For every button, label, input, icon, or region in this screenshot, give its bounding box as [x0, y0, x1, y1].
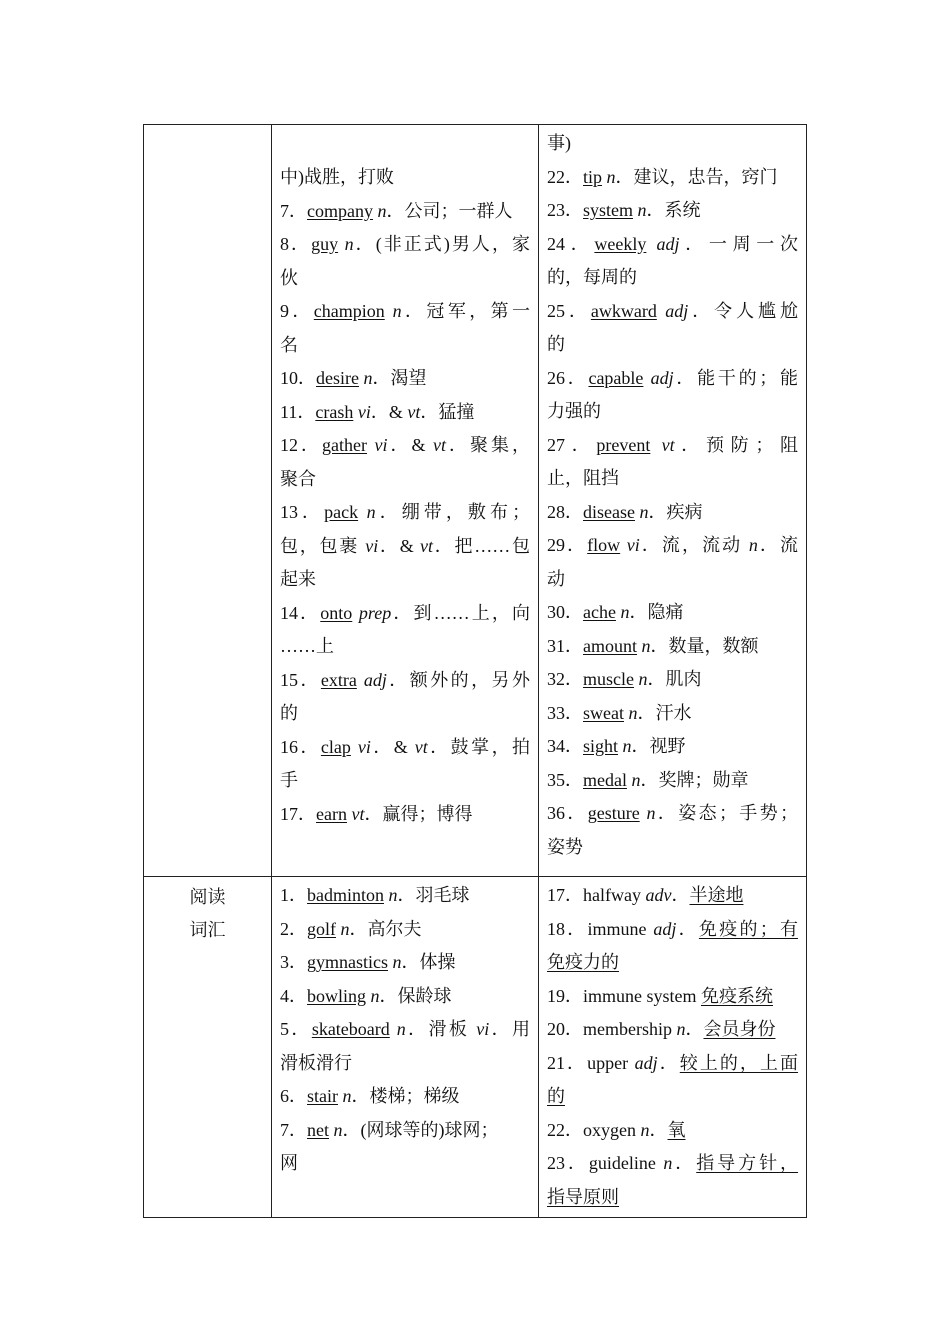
part-of-speech: vi [365, 535, 379, 556]
answer-text: 半途地 [689, 885, 744, 905]
line-text: 7． [280, 200, 307, 221]
category-label: 阅读 [189, 887, 226, 907]
line-text: ．赢得；博得 [364, 803, 473, 824]
line-text: ．到……上，向 [391, 602, 531, 623]
line-text: 2． [280, 918, 307, 939]
line-text: 4． [280, 985, 307, 1006]
part-of-speech: vt [420, 535, 433, 556]
vocab-line [280, 980, 530, 1014]
line-text: 力强的 [547, 401, 601, 421]
vocab-word: system [583, 200, 634, 220]
vocab-word: gymnastics [307, 952, 388, 972]
part-of-speech: n [344, 234, 354, 254]
vocab-word: pack [324, 502, 359, 522]
vocab-line [280, 195, 530, 229]
line-text: ．聚集， [446, 435, 530, 455]
vocab-word: skateboard [311, 1019, 390, 1039]
vocab-word: net [307, 1119, 329, 1140]
line-text: ． [657, 1052, 680, 1073]
table-row [144, 877, 807, 1218]
vocab-line [280, 262, 530, 296]
line-text: ． [671, 885, 690, 905]
category-cell [144, 877, 272, 1218]
line-text: ．羽毛球 [397, 885, 470, 905]
vocab-line [280, 1013, 530, 1047]
line-text: 1． [280, 885, 307, 905]
answer-text: 免疫力的 [547, 952, 619, 972]
vocabulary-table [143, 124, 807, 1218]
line-text: ．流，流动 [639, 535, 749, 555]
vocab-word: disease [583, 501, 635, 522]
line-text: ．猛撞 [420, 401, 475, 422]
line-text: 25． [547, 300, 591, 321]
line-text: ． [672, 1153, 697, 1173]
line-text: 24． [547, 233, 595, 254]
part-of-speech: n [366, 502, 376, 522]
part-of-speech: n [622, 736, 632, 756]
line-text: ．疾病 [648, 501, 703, 522]
part-of-speech: vt [407, 401, 421, 422]
line-text: ．建议，忠告，窍门 [615, 166, 778, 187]
part-of-speech: vi [374, 435, 388, 455]
line-text: ．流 [757, 535, 799, 555]
vocab-word: extra [320, 669, 357, 690]
line-text: 聚合 [280, 468, 316, 489]
vocab-line [280, 161, 530, 195]
line-text: 7． [280, 1119, 307, 1140]
line-text: 14． [280, 602, 321, 623]
word-list-cell [272, 877, 539, 1218]
part-of-speech: n [363, 368, 373, 388]
line-text [640, 803, 647, 823]
vocab-line [280, 731, 530, 765]
line-text: 11． [280, 401, 316, 422]
vocab-word: guy [311, 234, 339, 254]
line-text: 35． [547, 769, 583, 790]
line-text: ．保龄球 [379, 985, 452, 1006]
vocab-line [547, 831, 798, 865]
answer-text: 免疫的；有 [698, 918, 799, 939]
line-text: ． [676, 918, 699, 939]
line-text: 18．immune [547, 918, 654, 939]
part-of-speech: n [637, 200, 647, 220]
vocab-line [547, 228, 798, 262]
vocab-line [280, 1147, 530, 1181]
line-text: ． [649, 1119, 668, 1140]
line-text: 网 [280, 1153, 298, 1173]
vocab-line [547, 295, 798, 329]
line-text: 滑板滑行 [280, 1052, 352, 1073]
line-text: ．& [378, 535, 420, 556]
answer-text: 免疫系统 [701, 985, 773, 1006]
line-text: 3． [280, 952, 307, 972]
line-text: 20．membership [547, 1019, 677, 1039]
answer-text: 会员身份 [703, 1019, 776, 1039]
part-of-speech: n [640, 1119, 650, 1140]
vocab-line [280, 362, 530, 396]
line-text: ．& [387, 435, 433, 455]
vocab-line [280, 697, 530, 731]
part-of-speech: vi [626, 535, 640, 555]
part-of-speech: n [646, 803, 656, 823]
vocab-line [547, 362, 798, 396]
line-text: 事) [547, 133, 571, 153]
line-text [643, 368, 650, 388]
vocab-line [547, 1047, 798, 1081]
word-list [539, 125, 806, 864]
line-text: ．能干的；能 [673, 367, 799, 388]
part-of-speech: n [606, 166, 616, 187]
vocab-word: onto [320, 602, 353, 623]
vocab-word: sweat [583, 702, 624, 723]
vocab-line [280, 563, 530, 597]
vocab-word: earn [316, 803, 347, 824]
line-text: ．肌肉 [647, 669, 702, 689]
line-text: 15． [280, 669, 321, 690]
vocab-line [547, 730, 798, 764]
vocab-word: gesture [587, 803, 640, 823]
line-text: 手 [280, 770, 298, 790]
line-text: ．滑板 [405, 1019, 477, 1039]
vocab-word: stair [307, 1086, 338, 1106]
line-text: 26． [547, 367, 589, 388]
part-of-speech: n [631, 769, 641, 790]
vocab-line [547, 395, 798, 429]
line-text: ．汗水 [637, 702, 692, 723]
vocab-line [547, 161, 798, 195]
line-text: 止，阻挡 [547, 468, 619, 488]
vocab-word: amount [583, 635, 637, 656]
vocab-line [280, 630, 530, 664]
line-text: 33． [547, 702, 583, 723]
vocab-line [547, 663, 798, 697]
line-text: 的，每周的 [547, 267, 637, 287]
line-text: 动 [547, 568, 565, 589]
line-text: ．鼓掌，拍 [427, 736, 531, 757]
vocab-line [280, 764, 530, 798]
line-text: 29． [547, 535, 588, 555]
part-of-speech: adj [650, 367, 674, 388]
part-of-speech: n [639, 501, 649, 522]
line-text [351, 737, 358, 757]
vocab-word: tip [583, 166, 603, 187]
part-of-speech: vi [357, 401, 371, 422]
line-text: ．冠军，第一 [401, 301, 530, 321]
line-text: 23． [547, 200, 583, 220]
vocab-line [547, 879, 798, 913]
vocab-line [547, 797, 798, 831]
line-text: 包，包裹 [280, 535, 366, 556]
line-text: 13． [280, 502, 325, 522]
vocab-line [280, 597, 530, 631]
vocab-word: company [307, 200, 373, 221]
vocab-word: desire [316, 368, 359, 388]
category-label: 词汇 [189, 920, 226, 940]
part-of-speech: vt [433, 435, 446, 455]
line-text: ．(网球等的)球网； [342, 1119, 499, 1140]
vocab-line [547, 596, 798, 630]
line-text: 31． [547, 635, 583, 656]
answer-text: 指导方针， [696, 1153, 799, 1173]
vocab-line [547, 127, 798, 161]
line-text: ．数量，数额 [650, 635, 759, 656]
line-text: ．视野 [631, 736, 686, 756]
part-of-speech: n [333, 1119, 343, 1140]
vocab-line [547, 496, 798, 530]
line-text: 中)战胜，打败 [280, 167, 394, 187]
line-text: ．楼梯；梯级 [351, 1086, 460, 1106]
word-list [272, 877, 538, 1181]
vocab-line [280, 530, 530, 564]
vocab-line [280, 295, 530, 329]
line-text: ．预防；阻 [674, 434, 799, 455]
line-text [646, 234, 656, 254]
vocab-line [280, 463, 530, 497]
vocab-line [280, 946, 530, 980]
word-list-cell [539, 125, 807, 877]
line-text [620, 535, 627, 555]
part-of-speech: n [370, 985, 380, 1006]
line-text: ．系统 [646, 200, 701, 220]
line-text [357, 670, 364, 690]
vocab-line [547, 1013, 798, 1047]
vocab-word: muscle [583, 669, 634, 689]
line-text: 23．guideline [547, 1153, 664, 1173]
line-text: 伙 [280, 267, 298, 288]
line-text: 17． [280, 803, 316, 824]
line-text: 34． [547, 736, 583, 756]
vocab-word: sight [583, 736, 619, 756]
part-of-speech: n [641, 635, 651, 656]
part-of-speech: n [377, 200, 387, 221]
line-text: 的 [547, 334, 565, 354]
line-text: ．绷带，敷布； [375, 502, 531, 522]
part-of-speech: adv [645, 885, 672, 905]
part-of-speech: n [638, 669, 648, 689]
line-text: ．奖牌；勋章 [640, 769, 749, 790]
part-of-speech: n [676, 1019, 686, 1039]
vocab-word: crash [315, 401, 354, 422]
line-text: ．& [370, 736, 415, 757]
vocab-line [547, 429, 798, 463]
vocab-line [280, 1114, 530, 1148]
part-of-speech: n [392, 952, 402, 972]
vocab-line [547, 697, 798, 731]
line-text: 22．oxygen [547, 1119, 641, 1140]
line-text: ．用 [489, 1019, 531, 1039]
category-cell [144, 125, 272, 877]
vocab-word: medal [583, 769, 627, 790]
vocab-line [547, 980, 798, 1014]
vocab-line [547, 1181, 798, 1215]
vocab-line [547, 529, 798, 563]
line-text: 19．immune system [547, 985, 701, 1006]
part-of-speech: adj [634, 1052, 658, 1073]
line-text: 起来 [280, 569, 316, 589]
line-text: 27． [547, 434, 597, 455]
line-text: 姿势 [547, 836, 583, 857]
vocab-word: champion [313, 301, 385, 321]
line-text: 9． [280, 301, 314, 321]
part-of-speech: vt [414, 736, 428, 757]
line-text: ……上 [280, 636, 334, 656]
line-text: ．隐痛 [629, 602, 684, 622]
line-text: 的 [280, 703, 298, 723]
part-of-speech: n [388, 885, 398, 905]
line-text: ．令人尴尬 [688, 300, 798, 321]
part-of-speech: n [748, 535, 758, 555]
part-of-speech: adj [653, 918, 677, 939]
line-text: 36． [547, 803, 588, 823]
part-of-speech: n [628, 702, 638, 723]
part-of-speech: n [620, 602, 630, 622]
part-of-speech: adj [363, 669, 387, 690]
line-text: ．& [370, 401, 408, 422]
line-text: 6． [280, 1086, 307, 1106]
vocab-word: awkward [590, 300, 657, 321]
vocab-word: clap [320, 736, 351, 757]
part-of-speech: adj [665, 300, 689, 321]
line-text: ．一周一次 [679, 233, 798, 254]
vocab-line [280, 913, 530, 947]
line-text: 28． [547, 501, 583, 522]
line-text: 22． [547, 166, 583, 187]
vocab-line [280, 664, 530, 698]
vocab-line [547, 261, 798, 295]
line-text [390, 1019, 397, 1039]
line-text: 17．halfway [547, 885, 646, 905]
vocab-word: flow [587, 535, 621, 555]
vocab-line [280, 429, 530, 463]
part-of-speech: vt [351, 803, 365, 824]
line-text: 16． [280, 736, 321, 757]
vocab-line [280, 329, 530, 363]
vocab-word: weekly [594, 233, 647, 254]
vocab-line [547, 194, 798, 228]
vocab-line [280, 496, 530, 530]
vocab-word: bowling [307, 985, 367, 1006]
line-text: ．公司；一群人 [386, 200, 513, 221]
part-of-speech: prep [358, 602, 392, 623]
line-text: ． [685, 1019, 704, 1039]
word-list-cell [539, 877, 807, 1218]
line-text [358, 502, 367, 522]
vocab-word: golf [307, 918, 336, 939]
vocab-line [280, 1080, 530, 1114]
part-of-speech: vt [661, 434, 675, 455]
line-text: 10． [280, 368, 316, 388]
line-text: ．(非正式)男人，家 [353, 234, 530, 254]
vocab-word: prevent [596, 434, 651, 455]
line-text: ．额外的，另外 [386, 669, 531, 690]
line-text [352, 603, 359, 623]
vocab-line [547, 913, 798, 947]
vocab-line [547, 328, 798, 362]
line-text: 名 [280, 334, 298, 355]
vocab-line [547, 1114, 798, 1148]
vocab-line [280, 879, 530, 913]
vocab-line [280, 396, 530, 430]
line-text [650, 435, 661, 455]
vocab-word: capable [588, 367, 644, 388]
part-of-speech: adj [656, 233, 680, 254]
line-text: ．把……包 [433, 535, 530, 556]
vocab-line [547, 946, 798, 980]
vocab-line [547, 462, 798, 496]
answer-text: 较上的，上面 [679, 1052, 799, 1073]
line-text: ．渴望 [372, 368, 427, 388]
line-text: ．体操 [401, 952, 456, 972]
vocab-word: ache [583, 602, 616, 622]
part-of-speech: n [392, 301, 402, 321]
vocab-line [280, 1047, 530, 1081]
line-text: 8． [280, 234, 312, 254]
vocab-line [280, 228, 530, 262]
vocab-line [547, 630, 798, 664]
line-text [385, 301, 393, 321]
word-list [272, 125, 538, 831]
answer-text: 指导原则 [547, 1186, 619, 1207]
line-text: 5． [280, 1019, 312, 1039]
line-text: 30． [547, 602, 583, 622]
word-list [539, 877, 806, 1214]
part-of-speech: n [663, 1153, 673, 1173]
vocab-word: badminton [307, 885, 384, 905]
part-of-speech: n [342, 1086, 352, 1106]
word-list-cell [272, 125, 539, 877]
part-of-speech: n [396, 1019, 406, 1039]
line-text: 32． [547, 669, 583, 689]
vocab-word: gather [322, 435, 367, 455]
answer-text: 的 [547, 1086, 565, 1106]
vocab-line [280, 798, 530, 832]
line-text: ．姿态；手势； [655, 803, 799, 823]
vocab-line [547, 1147, 798, 1181]
vocab-line [547, 563, 798, 597]
vocab-line [547, 1080, 798, 1114]
answer-text: 氧 [667, 1119, 686, 1140]
line-text: ．高尔夫 [349, 918, 422, 939]
part-of-speech: vi [476, 1019, 490, 1039]
vocab-line [547, 764, 798, 798]
part-of-speech: vi [357, 736, 371, 757]
part-of-speech: n [340, 918, 350, 939]
line-text: 21．upper [547, 1052, 635, 1073]
table-row [144, 125, 807, 877]
line-text: 12． [280, 435, 322, 455]
